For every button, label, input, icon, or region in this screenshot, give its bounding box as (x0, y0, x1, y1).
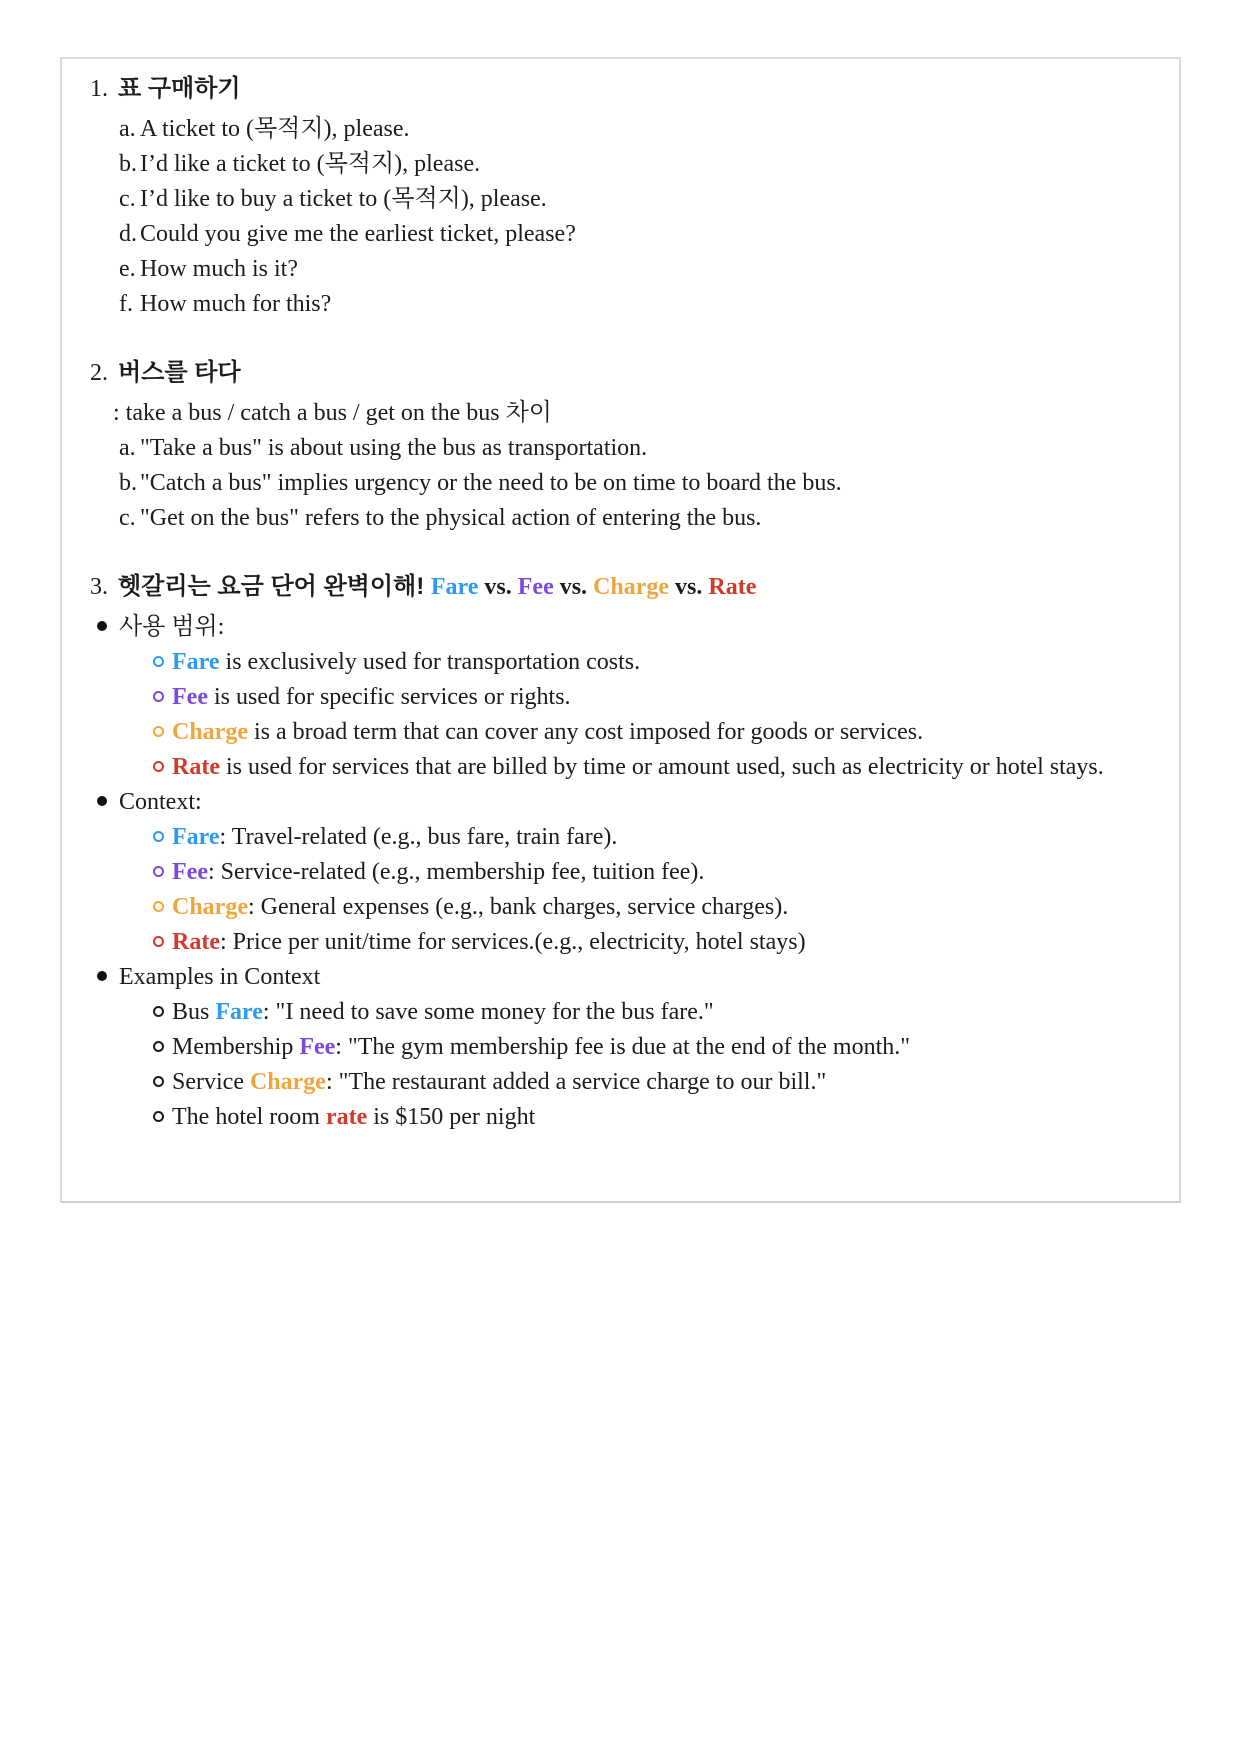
term-rest: is $150 per night (367, 1104, 536, 1130)
sub-bullet-item (62, 1065, 1149, 1100)
sub-bullet-item (62, 750, 1149, 785)
term-fee: Fee (517, 574, 554, 600)
example-pre: The hotel room (172, 1104, 326, 1130)
lettered-item (62, 182, 1149, 217)
bullet-dot-icon (97, 971, 107, 981)
lettered-item (62, 431, 1149, 466)
item-text (172, 890, 1149, 925)
sub-bullet-item (62, 1100, 1149, 1135)
bullet-ring-icon (153, 691, 164, 702)
term-fee: Fee (172, 859, 208, 885)
term-rate: Rate (172, 754, 220, 780)
term-fee: Fee (172, 684, 208, 710)
bullet-ring-icon (153, 1076, 164, 1087)
item-text (172, 680, 1149, 715)
item-text: "Take a bus" is about using the bus as transportation. (140, 435, 648, 461)
bullet-marker (153, 715, 172, 750)
term-fare: Fare (215, 999, 263, 1025)
sub-bullet-item (62, 890, 1149, 925)
item-number: 2. (90, 360, 108, 386)
section-title: 표 구매하기 (118, 75, 241, 102)
item-text (172, 1100, 1149, 1135)
sub-bullet-item (62, 995, 1149, 1030)
bullet-ring-icon (153, 901, 164, 912)
group-heading: 사용 범위: (119, 614, 225, 640)
item-text (172, 645, 1149, 680)
term-fare: Fare (430, 574, 479, 600)
term-fee: Fee (299, 1034, 336, 1060)
lettered-item (62, 501, 1149, 536)
bullet-ring-icon (153, 1111, 164, 1122)
bullet-marker (97, 610, 119, 645)
term-rate: Rate (172, 929, 220, 955)
sub-bullet-item (62, 680, 1149, 715)
bullet-item (62, 785, 1149, 820)
bullet-ring-icon (153, 936, 164, 947)
bullet-ring-icon (153, 866, 164, 877)
group-heading: Context: (119, 789, 202, 815)
item-text (172, 820, 1149, 855)
bullet-dot-icon (97, 621, 107, 631)
item-letter: b. (119, 151, 137, 177)
item-text (172, 1030, 1149, 1065)
lettered-item (62, 466, 1149, 501)
item-letter: b. (119, 470, 137, 496)
example-pre: Membership (172, 1034, 300, 1060)
item-text: "Get on the bus" refers to the physical action of entering the bus. (140, 505, 762, 531)
bullet-marker (153, 750, 172, 785)
sub-bullet-item (62, 1030, 1149, 1065)
term-rest: : General expenses (e.g., bank charges, service charges). (247, 894, 789, 920)
bullet-item (62, 610, 1149, 645)
group-heading: Examples in Context (119, 964, 321, 990)
item-letter: f. (119, 291, 133, 317)
section-title (118, 569, 1149, 605)
numbered-item (62, 71, 1149, 107)
item-letter: a. (119, 116, 136, 142)
bullet-marker (153, 1030, 172, 1065)
sub-bullet-item (62, 925, 1149, 960)
sub-bullet-item (62, 855, 1149, 890)
intro-line (62, 396, 1149, 431)
intro-text: : take a bus / catch a bus / get on the bus 차이 (113, 400, 552, 426)
item-text: How much is it? (140, 256, 298, 282)
item-letter: d. (119, 221, 137, 247)
item-text: A ticket to (목적지), please. (140, 116, 410, 142)
bullet-marker (153, 645, 172, 680)
item-number: 1. (90, 76, 108, 102)
item-letter: c. (119, 505, 136, 531)
bullet-marker (153, 855, 172, 890)
term-rest: : "I need to save some money for the bus fare." (262, 999, 714, 1025)
numbered-item (62, 569, 1149, 605)
bullet-dot-icon (97, 796, 107, 806)
notes-card (60, 57, 1181, 1203)
term-fare: Fare (172, 824, 220, 850)
term-rest: : Service-related (e.g., membership fee, tuition fee). (207, 859, 705, 885)
section-title: 버스를 타다 (118, 359, 241, 386)
item-letter: e. (119, 256, 136, 282)
item-text (172, 925, 1149, 960)
term-rest: : "The restaurant added a service charge to our bill." (325, 1069, 827, 1095)
bullet-ring-icon (153, 1041, 164, 1052)
bullet-ring-icon (153, 831, 164, 842)
item-text: I’d like a ticket to (목적지), please. (140, 151, 481, 177)
bullet-ring-icon (153, 726, 164, 737)
item-text: I’d like to buy a ticket to (목적지), please. (140, 186, 547, 212)
lettered-item (62, 217, 1149, 252)
term-fare: Fare (172, 649, 220, 675)
bullet-ring-icon (153, 761, 164, 772)
bullet-item (62, 960, 1149, 995)
term-charge: Charge (172, 719, 248, 745)
bullet-marker (97, 960, 119, 995)
bullet-marker (153, 995, 172, 1030)
term-rest: : "The gym membership fee is due at the end of the month." (335, 1034, 911, 1060)
term-charge: Charge (172, 894, 248, 920)
item-text: How much for this? (140, 291, 332, 317)
bullet-marker (153, 680, 172, 715)
lettered-item (62, 147, 1149, 182)
bullet-ring-icon (153, 1006, 164, 1017)
item-text (172, 855, 1149, 890)
lettered-item (62, 112, 1149, 147)
term-rate: Rate (708, 574, 757, 600)
item-number: 3. (90, 574, 108, 600)
section-taking-bus (62, 355, 1149, 536)
bullet-ring-icon (153, 656, 164, 667)
term-rest: is used for specific services or rights. (207, 684, 571, 710)
term-charge: Charge (249, 1069, 326, 1095)
sub-bullet-item (62, 820, 1149, 855)
term-rest: is exclusively used for transportation costs. (219, 649, 641, 675)
item-text (172, 995, 1149, 1030)
example-pre: Service (172, 1069, 250, 1095)
sub-bullet-item (62, 715, 1149, 750)
section-ticket-purchase (62, 71, 1149, 322)
term-rest: : Travel-related (e.g., bus fare, train fare). (219, 824, 618, 850)
item-letter: a. (119, 435, 136, 461)
section-title-korean: 헷갈리는 요금 단어 완벽이해! (118, 573, 431, 600)
term-rest: : Price per unit/time for services.(e.g., electricity, hotel stays) (219, 929, 806, 955)
item-text: Could you give me the earliest ticket, please? (140, 221, 576, 247)
bullet-marker (153, 820, 172, 855)
bullet-marker (153, 925, 172, 960)
bullet-marker (153, 1100, 172, 1135)
vs-text: vs. (553, 574, 594, 600)
item-text (172, 750, 1149, 785)
item-text (172, 715, 1149, 750)
bullet-marker (153, 890, 172, 925)
numbered-item (62, 355, 1149, 391)
vs-text: vs. (478, 574, 518, 600)
item-text (172, 1065, 1149, 1100)
term-rest: is used for services that are billed by time or amount used, such as electricity or hotel stays. (219, 754, 1104, 780)
item-text: "Catch a bus" implies urgency or the need to be on time to board the bus. (140, 470, 842, 496)
sub-bullet-item (62, 645, 1149, 680)
bullet-marker (153, 1065, 172, 1100)
term-rate: rate (325, 1104, 368, 1130)
term-charge: Charge (593, 574, 670, 600)
lettered-item (62, 252, 1149, 287)
bullet-marker (97, 785, 119, 820)
section-fare-terms (62, 569, 1149, 1135)
vs-text: vs. (669, 574, 709, 600)
term-rest: is a broad term that can cover any cost imposed for goods or services. (247, 719, 924, 745)
lettered-item (62, 287, 1149, 322)
item-letter: c. (119, 186, 136, 212)
example-pre: Bus (172, 999, 216, 1025)
